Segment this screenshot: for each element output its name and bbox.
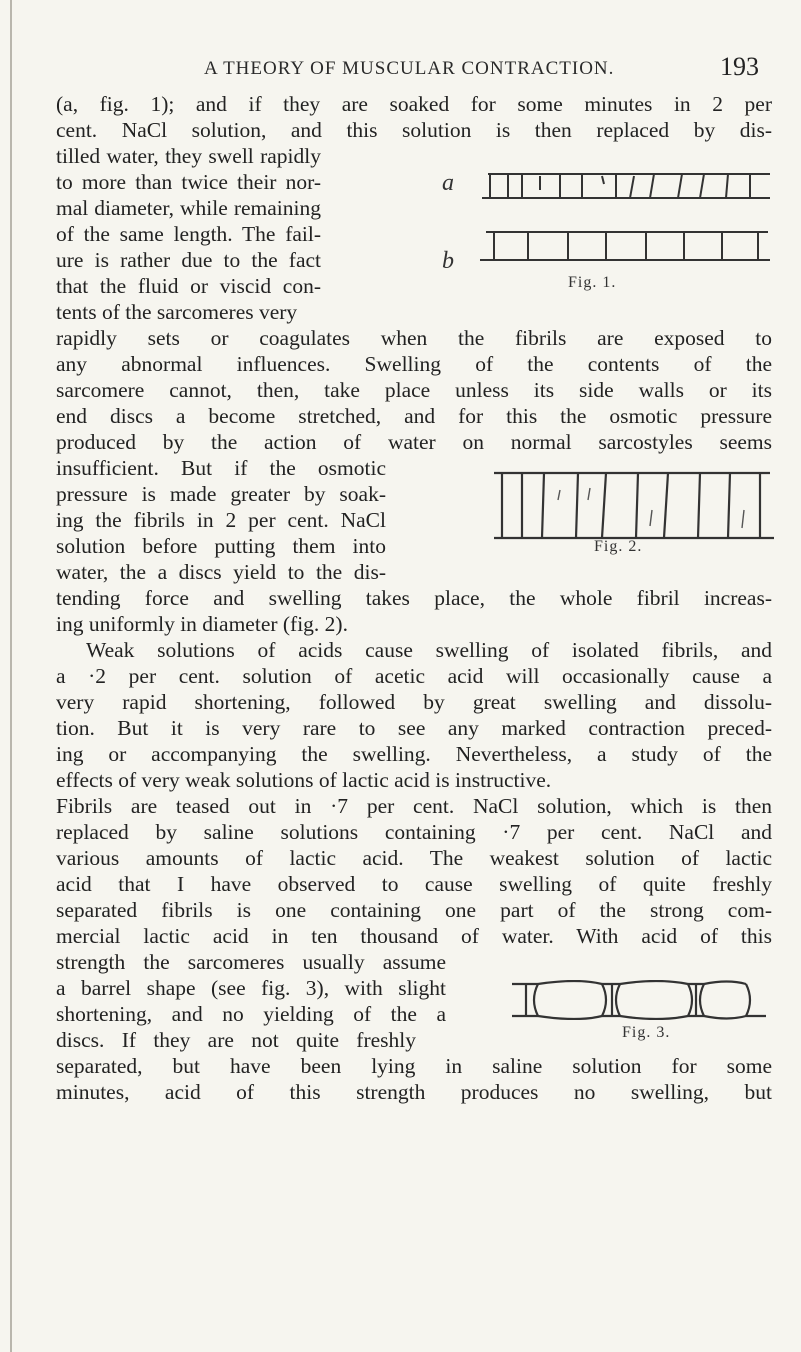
body-line: discs. If they are not quite freshly	[56, 1028, 416, 1052]
body-line: tending force and swelling takes place, the whole fibril increas-	[56, 586, 772, 610]
page-header	[0, 52, 801, 92]
body-line: strength the sarcomeres usually assume	[56, 950, 446, 974]
body-line: that the fluid or viscid con-	[56, 274, 321, 298]
body-line: minutes, acid of this strength produces no swelling, but	[56, 1080, 772, 1104]
body-line: insufficient. But if the osmotic	[56, 456, 386, 480]
body-line: very rapid shortening, followed by great swelling and dissolu-	[56, 690, 772, 714]
body-line: pressure is made greater by soak-	[56, 482, 386, 506]
body-line: water, the a discs yield to the dis-	[56, 560, 386, 584]
body-line: ure is rather due to the fact	[56, 248, 321, 272]
body-line: rapidly sets or coagulates when the fibrils are exposed to	[56, 326, 772, 350]
body-line: solution before putting them into	[56, 534, 386, 558]
body-line: mal diameter, while remaining	[56, 196, 321, 220]
body-line: mercial lactic acid in ten thousand of water. With acid of this	[56, 924, 772, 948]
fig1-caption: Fig. 1.	[568, 274, 617, 291]
body-line: of the same length. The fail-	[56, 222, 321, 246]
page-edge-rule	[10, 0, 12, 1352]
body-line: ing or accompanying the swelling. Nevertheless, a study of the	[56, 742, 772, 766]
fig2-drawing	[494, 470, 774, 542]
body-line: to more than twice their nor-	[56, 170, 321, 194]
page-number: 193	[720, 52, 759, 81]
fig3-caption: Fig. 3.	[622, 1024, 671, 1041]
body-line: a barrel shape (see fig. 3), with slight	[56, 976, 446, 1000]
body-line: effects of very weak solutions of lactic acid is instructive.	[56, 768, 552, 792]
body-line: (a, fig. 1); and if they are soaked for some minutes in 2 per	[56, 92, 772, 116]
body-line: various amounts of lactic acid. The weakest solution of lactic	[56, 846, 772, 870]
fig3-drawing	[508, 980, 770, 1020]
body-line: ing uniformly in diameter (fig. 2).	[56, 612, 348, 636]
body-line: a ·2 per cent. solution of acetic acid will occasionally cause a	[56, 664, 772, 688]
body-line: tion. But it is very rare to see any marked contraction preced-	[56, 716, 772, 740]
body-line: any abnormal influences. Swelling of the contents of the	[56, 352, 772, 376]
body-line: shortening, and no yielding of the a	[56, 1002, 446, 1026]
body-line: cent. NaCl solution, and this solution is then replaced by dis-	[56, 118, 772, 142]
body-line: separated, but have been lying in saline solution for some	[56, 1054, 772, 1078]
body-line: end discs a become stretched, and for this the osmotic pressure	[56, 404, 772, 428]
body-line: Fibrils are teased out in ·7 per cent. NaCl solution, which is then	[56, 794, 772, 818]
body-line: acid that I have observed to cause swelling of quite freshly	[56, 872, 772, 896]
body-line: tilled water, they swell rapidly	[56, 144, 321, 168]
fig2-caption: Fig. 2.	[594, 538, 643, 555]
fig1-label-b: b	[442, 248, 454, 274]
body-line: tents of the sarcomeres very	[56, 300, 298, 324]
fig1-label-a: a	[442, 170, 454, 196]
body-line: ing the fibrils in 2 per cent. NaCl	[56, 508, 386, 532]
body-line: sarcomere cannot, then, take place unless its side walls or its	[56, 378, 772, 402]
running-title: A THEORY OF MUSCULAR CONTRACTION.	[204, 58, 615, 79]
body-line: produced by the action of water on normal sarcostyles seems	[56, 430, 772, 454]
body-line: Weak solutions of acids cause swelling of isolated fibrils, and	[86, 638, 772, 662]
fig1-drawing	[478, 170, 774, 262]
body-line: replaced by saline solutions containing ·7 per cent. NaCl and	[56, 820, 772, 844]
body-line: separated fibrils is one containing one part of the strong com-	[56, 898, 772, 922]
